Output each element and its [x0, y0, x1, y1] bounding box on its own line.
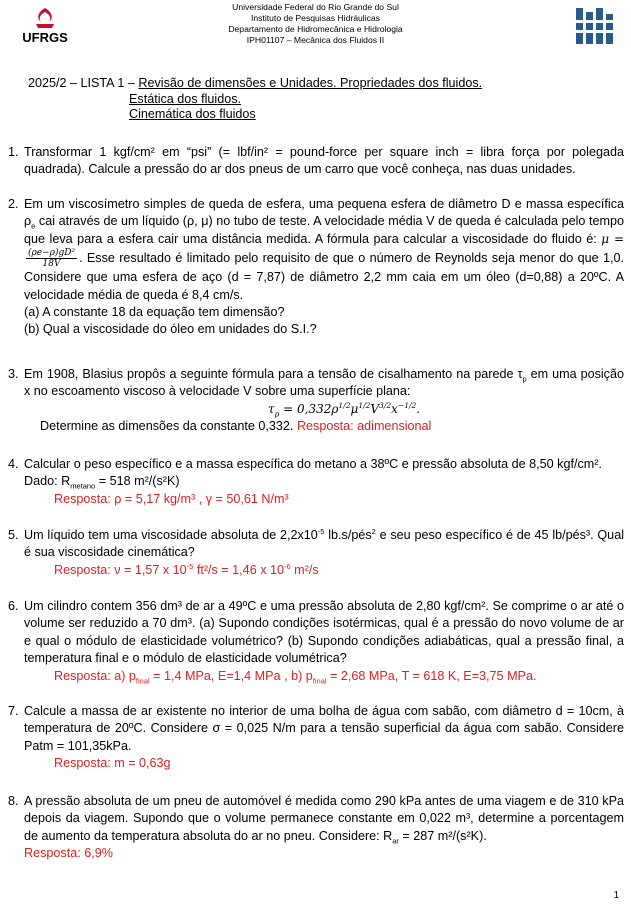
question-3 [8, 366, 624, 436]
answer [54, 562, 624, 579]
text-part: A pressão absoluta de um pneu de automóvel é medida como 290 kPa antes de uma viagem e de 310 kPa depois da viagem. Supondo que o volume permanece constante em 0,022 m³, determine a porcentagem de aumento da temperatura absoluta do ar no pneu. Considere: R [24, 794, 624, 843]
text-part: Um líquido tem uma viscosidade absoluta de 2,2x10 [24, 528, 318, 542]
question-number: 4. [8, 457, 19, 471]
question-number: 8. [8, 794, 19, 808]
question-number: 6. [8, 599, 19, 613]
question-text [24, 456, 624, 508]
question-2 [8, 196, 624, 339]
answer: Resposta: m = 0,63g [54, 756, 171, 771]
text-part: = 518 m²/(s²K) [95, 474, 180, 489]
header-line-4: IPH01107 – Mecânica dos Fluidos II [246, 35, 385, 45]
question-text [24, 598, 624, 685]
task-line [40, 418, 624, 435]
item-a: (a) A constante 18 da equação tem dimensão? [24, 305, 285, 320]
question-7 [8, 703, 624, 773]
question-text [24, 703, 624, 773]
text-part: cai através de um líquido (ρ, μ) no tubo de teste. A velocidade média V de queda é calculada pelo tempo que leva para a esfera cair uma distância medida. A fórmula para calcular a viscosidade do fluido é: [24, 214, 624, 246]
header-line-2: Instituto de Pesquisas Hidráulicas [251, 13, 380, 23]
question-1 [8, 144, 624, 179]
text-part: . Esse resultado é limitado pelo requisito de que o número de Reynolds seja menor do que 1,0. Considere que uma esfera de aço (d = 7,87) de diâmetro 2,2 mm caia em um óleo (d=0,88) a 20ºC. A velocidade média de queda é 8,4 cm/s. [24, 251, 624, 302]
question-number: 5. [8, 528, 19, 542]
question-text [24, 527, 624, 579]
subscript: metano [70, 481, 96, 491]
superscript: -6 [284, 561, 291, 571]
text-part: e seu peso específico é de 45 lb/pés³. Qual é sua viscosidade cinemática? [24, 528, 624, 560]
text-part: = 287 m²/(s²K). [398, 828, 487, 843]
text-part: Dado: R [24, 474, 71, 489]
subscript: e [31, 221, 36, 231]
question-5 [8, 527, 624, 579]
question-number: 3. [8, 367, 19, 381]
answer: Resposta: 6,9% [24, 846, 113, 861]
superscript: -5 [186, 561, 194, 571]
text-part: Resposta: a) p [54, 668, 136, 683]
question-8 [8, 793, 624, 863]
text-part: Em um viscosímetro simples de queda de esfera, uma pequena esfera de diâmetro D e massa específica ρ [24, 197, 624, 229]
text-part: ft²/s = 1,46 x 10 [193, 562, 284, 577]
answer [54, 668, 624, 685]
text-part: lb.s/pés [324, 528, 372, 542]
question-text: Transformar 1 kgf/cm² em “psi” (= lbf/in² = pound-force per square inch = libra força por polegada quadrada). Calcule a pressão do ar dos pneus de um carro que você conheça, nas duas unidades. [24, 145, 624, 177]
answer: Resposta: adimensional [296, 419, 432, 434]
list-prefix: 2025/2 – LISTA 1 – [28, 76, 139, 90]
text-part: = 1,4 MPa, E=1,4 MPa , b) p [149, 668, 313, 683]
superscript: -5 [317, 526, 325, 536]
question-6 [8, 598, 624, 685]
page-number: 1 [613, 890, 619, 901]
text-part: Calcular o peso específico e a massa específica do metano a 38ºC e pressão absoluta de 8,50 kgf/cm². [24, 457, 602, 471]
formula-denominator: 18V [42, 259, 61, 270]
text-part: Em 1908, Blasius propôs a seguinte fórmula para a tensão de cisalhamento na parede τ [24, 367, 523, 381]
formula-blasius: $\tau_p = 0,332\rho^{1/2}\mu^{1/2}V^{3/2}x^{-1/2}$. [267, 400, 421, 419]
answer: Resposta: ρ = 5,17 kg/m³ , γ = 50,61 N/m³ [54, 491, 289, 506]
formula-lhs: μ = [601, 231, 625, 246]
formula-fraction [26, 248, 77, 269]
subscript: ar [392, 836, 399, 846]
question-4 [8, 456, 624, 508]
subscript: p [522, 374, 527, 384]
header-line-1: Universidade Federal do Rio Grande do Sul [232, 2, 399, 12]
subscript: final [135, 676, 150, 686]
given-data [24, 473, 624, 490]
list-title [28, 76, 482, 123]
text-part: m²/s [290, 562, 319, 577]
superscript: 2 [371, 526, 376, 536]
question-number: 1. [8, 145, 19, 159]
text-part: Resposta: ν = 1,57 x 10 [54, 562, 187, 577]
formula-numerator: (ρe−ρ)gD² [28, 248, 76, 259]
question-text [24, 366, 624, 436]
list-topic-3: Cinemática dos fluidos [129, 107, 256, 121]
iph-logo [572, 4, 618, 48]
question-text [24, 793, 624, 863]
header [0, 2, 631, 46]
question-number: 2. [8, 197, 19, 211]
text-part: = 2,68 MPa, T = 618 K, E=3,75 MPa. [326, 668, 537, 683]
text-part: Calcule a massa de ar existente no interior de uma bolha de água com sabão, com diâmetro d = 10cm, à temperatura de 20ºC. Considere σ = 0,025 N/m para a tensão superficial da água com sabão. Considere Patm = 101,35kPa. [24, 704, 624, 753]
task-text: Determine as dimensões da constante 0,332. [40, 419, 297, 434]
text-part: em uma posição x no escoamento viscoso à velocidade V sobre uma superfície plana: [24, 367, 624, 399]
list-topic-1: Revisão de dimensões e Unidades. Propriedades dos fluidos. [138, 76, 483, 90]
question-number: 7. [8, 704, 19, 718]
header-line-3: Departamento de Hidromecânica e Hidrologia [228, 24, 403, 34]
text-part: Um cilindro contem 356 dm³ de ar a 49ºC e uma pressão absoluta de 2,80 kgf/cm². Se comprime o ar até o volume ser reduzido a 70 dm³. (a) Supondo condições isotérmicas, qual é a pressão do novo volume de ar e qual o módulo de elasticidade volumétrico? (b) Supondo condições adiabáticas, qual a pressão final, a temperatura final e o módulo de elasticidade volumétrica? [24, 599, 624, 666]
question-text [24, 196, 624, 339]
logo-text: UFRGS [22, 30, 68, 45]
list-topic-2: Estática dos fluidos. [129, 91, 242, 106]
subscript: final [312, 676, 327, 686]
item-b: (b) Qual a viscosidade do óleo em unidades do S.I.? [24, 322, 317, 337]
